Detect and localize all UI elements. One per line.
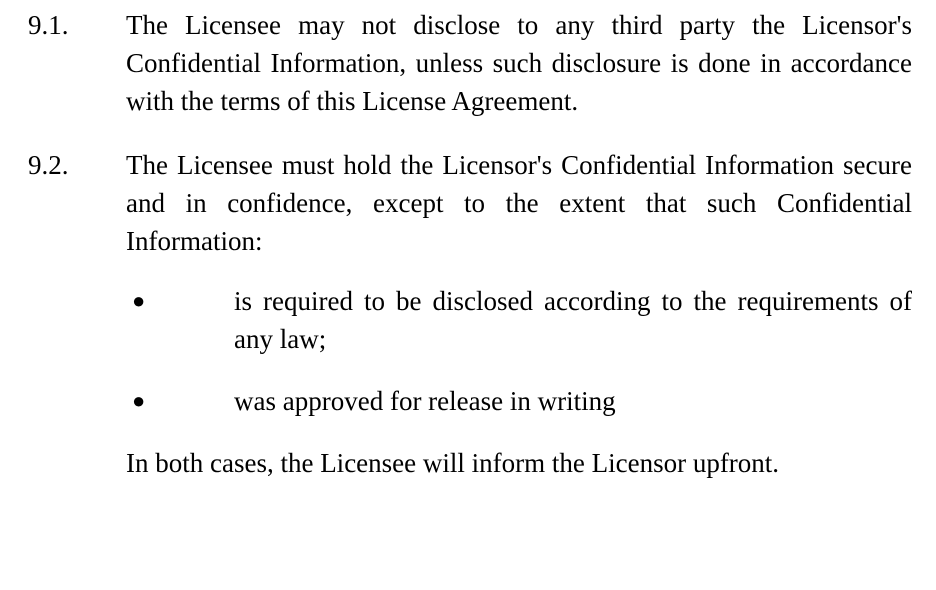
bullet-list (126, 282, 912, 420)
bullet-icon: ● (132, 288, 146, 313)
clause-number: 9.2. (28, 150, 69, 180)
clause-content (126, 146, 912, 482)
clause-text: The Licensee must hold the Licensor's Confidential Information secure and in confidence, except to the extent that such Confidential Information: (126, 150, 912, 256)
clause-9-2 (24, 146, 912, 482)
list-item-text: was approved for release in writing (234, 386, 616, 416)
list-item-text: is required to be disclosed according to the requirements of any law; (234, 286, 912, 354)
list-item (126, 382, 912, 420)
clause-text: The Licensee may not disclose to any third party the Licensor's Confidential Information, unless such disclosure is done in accordance with the terms of this License Agreement. (126, 10, 912, 116)
clause-9-1 (24, 6, 912, 120)
bullet-icon: ● (132, 388, 146, 413)
list-item (126, 282, 912, 358)
clause-number: 9.1. (28, 10, 69, 40)
clause-closing-text: In both cases, the Licensee will inform the Licensor upfront. (126, 448, 780, 478)
